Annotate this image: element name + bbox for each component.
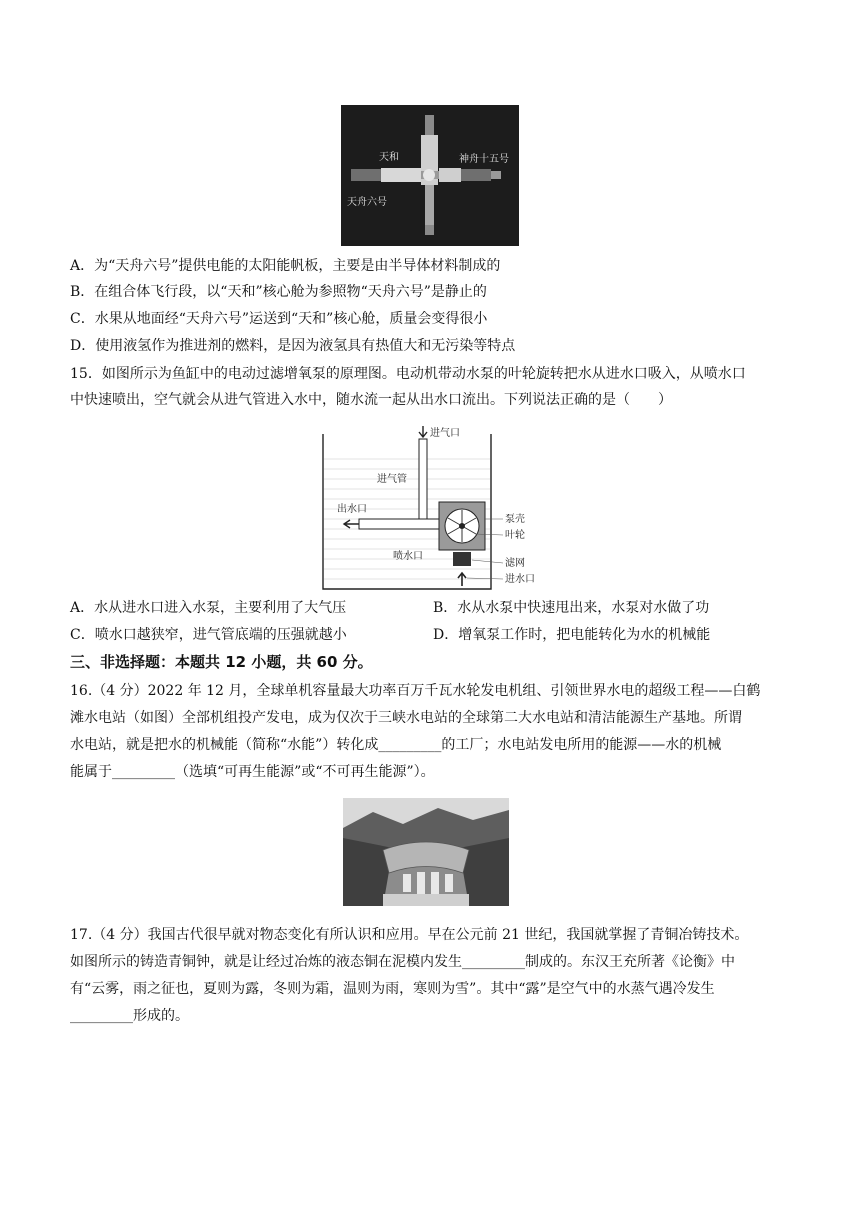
q15-stem-line1: 15．如图所示为鱼缸中的电动过滤增氧泵的原理图。电动机带动水泵的叶轮旋转把水从进水口吸入，从喷水口 [70, 366, 746, 382]
pump-label-air-pipe: 进气管 [377, 474, 407, 485]
pump-label-impeller: 叶轮 [505, 530, 525, 541]
q14-option-a: A．为“天舟六号”提供电能的太阳能帆板，主要是由半导体材料制成的 [70, 258, 501, 274]
q14-option-c: C．水果从地面经“天舟六号”运送到“天和”核心舱，质量会变得很小 [70, 311, 488, 327]
q14-option-d: D．使用液氢作为推进剂的燃料，是因为液氢具有热值大和无污染等特点 [70, 338, 516, 354]
pump-label-inlet-air: 进气口 [430, 428, 460, 439]
pump-diagram [315, 424, 545, 594]
q15-option-d: D．增氧泵工作时，把电能转化为水的机械能 [433, 627, 711, 643]
pump-label-outlet: 出水口 [337, 504, 367, 515]
q15-stem-line2: 中快速喷出，空气就会从进气管进入水中，随水流一起从出水口流出。下列说法正确的是（ ） [70, 392, 672, 408]
pump-label-water-inlet: 进水口 [505, 574, 535, 585]
dam-photo [343, 798, 509, 906]
q15-option-b: B．水从水泵中快速甩出来，水泵对水做了功 [433, 600, 710, 616]
space-station-photo [341, 105, 519, 246]
station-label-tianhe: 天和 [379, 152, 399, 163]
pump-label-filter: 滤网 [505, 558, 525, 569]
q15-option-c: C．喷水口越狭窄，进气管底端的压强就越小 [70, 627, 347, 643]
q17-line4: _________形成的。 [70, 1008, 189, 1024]
pump-label-nozzle: 喷水口 [393, 551, 423, 562]
q16-line3: 水电站，就是把水的机械能（简称“水能”）转化成_________的工厂；水电站发电所用的能源——水的机械 [70, 737, 722, 753]
station-label-tianzhou: 天舟六号 [347, 197, 387, 208]
pump-label-shell: 泵壳 [505, 514, 525, 525]
q16-line4: 能属于_________（选填“可再生能源”或“不可再生能源”）。 [70, 764, 435, 780]
section-heading: 三、非选择题：本题共 12 小题，共 60 分。 [70, 653, 373, 671]
q14-option-b: B．在组合体飞行段，以“天和”核心舱为参照物“天舟六号”是静止的 [70, 284, 487, 300]
q17-line2: 如图所示的铸造青铜钟，就是让经过冶炼的液态铜在泥模内发生_________制成的。东汉王充所著《论衡》中 [70, 954, 735, 970]
q15-option-a: A．水从进水口进入水泵，主要利用了大气压 [70, 600, 347, 616]
q17-line3: 有“云雾，雨之征也，夏则为露，冬则为霜，温则为雨，寒则为雪”。其中“露”是空气中的水蒸气遇冷发生 [70, 981, 715, 997]
q16-line2: 滩水电站（如图）全部机组投产发电，成为仅次于三峡水电站的全球第二大水电站和清洁能源生产基地。所谓 [70, 710, 742, 726]
q17-line1: 17.（4 分）我国古代很早就对物态变化有所认识和应用。早在公元前 21 世纪，我国就掌握了青铜冶铸技术。 [70, 927, 749, 943]
station-label-shenzhou: 神舟十五号 [459, 154, 509, 165]
q16-line1: 16.（4 分）2022 年 12 月，全球单机容量最大功率百万千瓦水轮发电机组、引领世界水电的超级工程——白鹤 [70, 683, 761, 699]
